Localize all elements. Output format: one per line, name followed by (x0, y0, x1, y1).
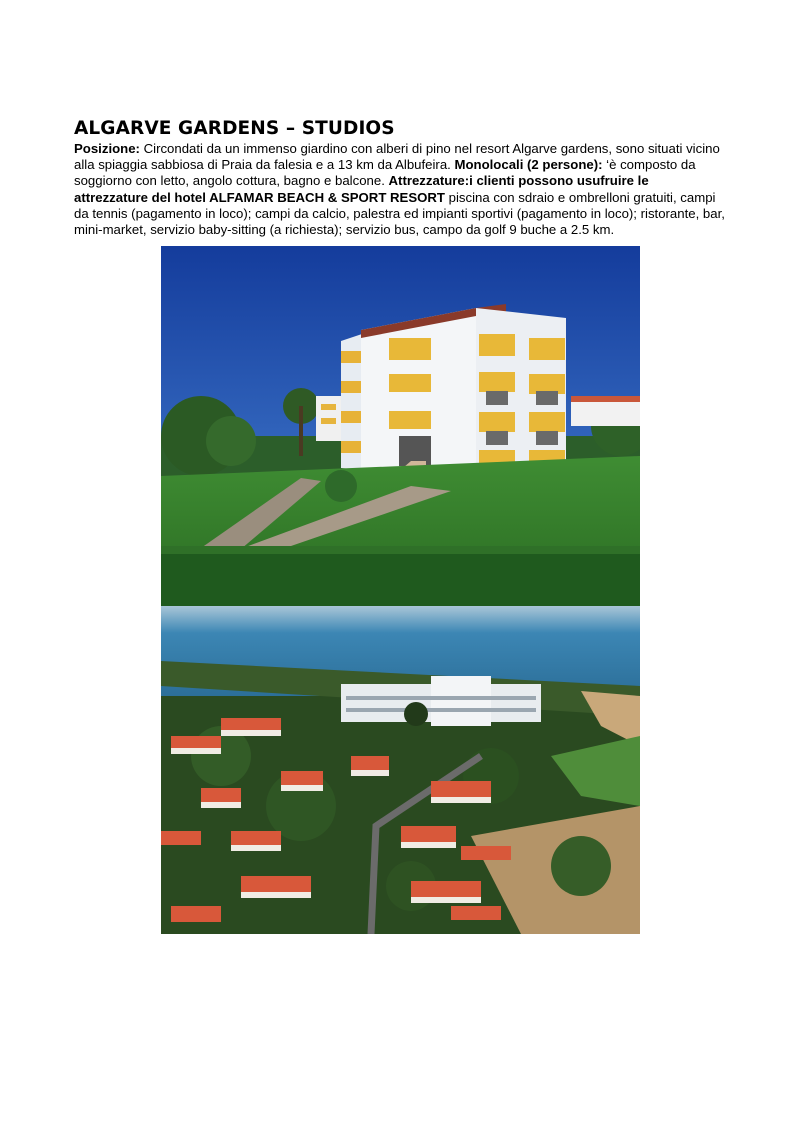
building-photo (161, 246, 640, 606)
position-label: Posizione: (74, 141, 140, 156)
studios-text: ‘è composto da soggiorno con letto, angolo cottura, bagno e balcone. (74, 157, 696, 189)
position-text: Circondati da un immenso giardino con alberi di pino nel resort Algarve gardens, sono situati vicino alla spiaggia sabbiosa di Praia da falesia e a 13 km da Albufeira. (74, 141, 720, 173)
description-paragraph (74, 141, 726, 238)
aerial-resort-photo (161, 606, 640, 934)
document-title: ALGARVE GARDENS – STUDIOS (74, 118, 395, 139)
facilities-label: Attrezzature:i clienti possono usufruire le attrezzature del hotel ALFAMAR BEACH & SPORT RESORT (74, 173, 649, 205)
studios-label: Monolocali (2 persone): (454, 157, 603, 173)
facilities-text: piscina con sdraio e ombrelloni gratuiti, campi da tennis (pagamento in loco); campi da calcio, palestra ed impianti sportivi (pagamento in loco); ristorante, bar, mini-market, servizio baby-sitting (a richiesta); servizio bus, campo da golf 9 buche a 2.5 km. (74, 189, 725, 238)
